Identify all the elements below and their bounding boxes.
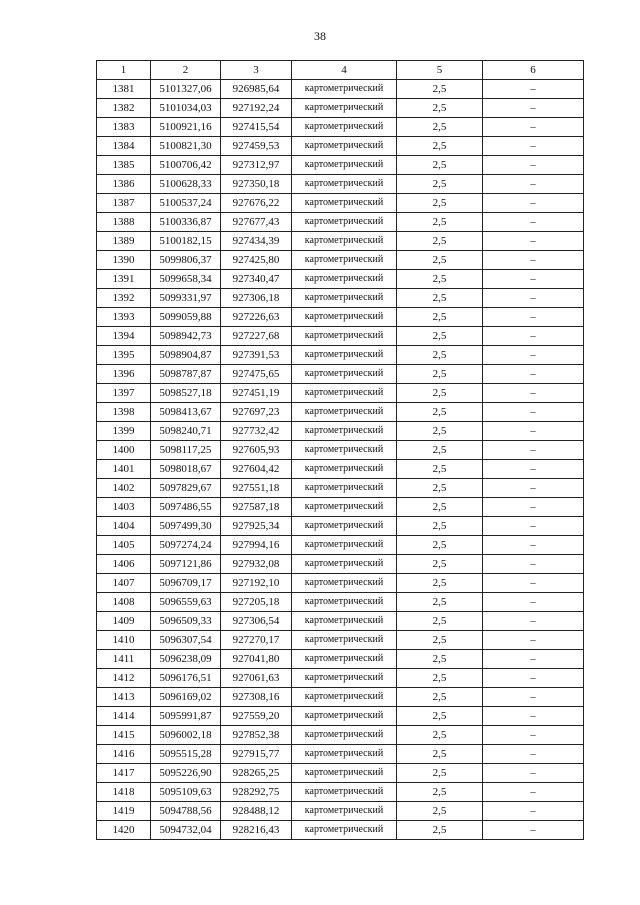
coordinates-table — [96, 60, 584, 840]
accuracy-cell: 2,5 — [397, 80, 483, 99]
accuracy-cell: 2,5 — [397, 764, 483, 783]
note-cell: – — [483, 175, 584, 194]
point-number-cell: 1414 — [97, 707, 151, 726]
method-cell: картометрический — [292, 403, 397, 422]
y-coordinate-cell: 927306,18 — [221, 289, 292, 308]
accuracy-cell: 2,5 — [397, 403, 483, 422]
method-cell: картометрический — [292, 612, 397, 631]
point-number-cell: 1394 — [97, 327, 151, 346]
x-coordinate-cell: 5096307,54 — [151, 631, 221, 650]
note-cell: – — [483, 289, 584, 308]
x-coordinate-cell: 5100921,16 — [151, 118, 221, 137]
y-coordinate-cell: 927415,54 — [221, 118, 292, 137]
table-row — [97, 289, 584, 308]
method-cell: картометрический — [292, 441, 397, 460]
note-cell: – — [483, 517, 584, 536]
y-coordinate-cell: 927676,22 — [221, 194, 292, 213]
x-coordinate-cell: 5097274,24 — [151, 536, 221, 555]
point-number-cell: 1409 — [97, 612, 151, 631]
table-row — [97, 118, 584, 137]
x-coordinate-cell: 5098240,71 — [151, 422, 221, 441]
note-cell: – — [483, 612, 584, 631]
table-row — [97, 175, 584, 194]
y-coordinate-cell: 927459,53 — [221, 137, 292, 156]
table-row — [97, 137, 584, 156]
y-coordinate-cell: 927551,18 — [221, 479, 292, 498]
table-row — [97, 213, 584, 232]
table-row — [97, 745, 584, 764]
method-cell: картометрический — [292, 745, 397, 764]
point-number-cell: 1389 — [97, 232, 151, 251]
x-coordinate-cell: 5098942,73 — [151, 327, 221, 346]
point-number-cell: 1417 — [97, 764, 151, 783]
accuracy-cell: 2,5 — [397, 194, 483, 213]
table-row — [97, 99, 584, 118]
method-cell: картометрический — [292, 137, 397, 156]
accuracy-cell: 2,5 — [397, 118, 483, 137]
accuracy-cell: 2,5 — [397, 517, 483, 536]
note-cell: – — [483, 232, 584, 251]
x-coordinate-cell: 5099331,97 — [151, 289, 221, 308]
table-row — [97, 384, 584, 403]
y-coordinate-cell: 927932,08 — [221, 555, 292, 574]
table-row — [97, 156, 584, 175]
point-number-cell: 1402 — [97, 479, 151, 498]
x-coordinate-cell: 5095109,63 — [151, 783, 221, 802]
x-coordinate-cell: 5097121,86 — [151, 555, 221, 574]
method-cell: картометрический — [292, 289, 397, 308]
note-cell: – — [483, 460, 584, 479]
method-cell: картометрический — [292, 650, 397, 669]
table-row — [97, 783, 584, 802]
x-coordinate-cell: 5099059,88 — [151, 308, 221, 327]
note-cell: – — [483, 726, 584, 745]
note-cell: – — [483, 156, 584, 175]
point-number-cell: 1415 — [97, 726, 151, 745]
table-row — [97, 80, 584, 99]
x-coordinate-cell: 5096709,17 — [151, 574, 221, 593]
note-cell: – — [483, 308, 584, 327]
method-cell: картометрический — [292, 802, 397, 821]
y-coordinate-cell: 927605,93 — [221, 441, 292, 460]
method-cell: картометрический — [292, 517, 397, 536]
method-cell: картометрический — [292, 175, 397, 194]
x-coordinate-cell: 5096238,09 — [151, 650, 221, 669]
note-cell: – — [483, 422, 584, 441]
y-coordinate-cell: 927227,68 — [221, 327, 292, 346]
point-number-cell: 1383 — [97, 118, 151, 137]
table-row — [97, 726, 584, 745]
table-row — [97, 688, 584, 707]
method-cell: картометрический — [292, 384, 397, 403]
x-coordinate-cell: 5101327,06 — [151, 80, 221, 99]
accuracy-cell: 2,5 — [397, 232, 483, 251]
point-number-cell: 1381 — [97, 80, 151, 99]
table-row — [97, 422, 584, 441]
method-cell: картометрический — [292, 479, 397, 498]
method-cell: картометрический — [292, 498, 397, 517]
y-coordinate-cell: 927559,20 — [221, 707, 292, 726]
point-number-cell: 1403 — [97, 498, 151, 517]
note-cell: – — [483, 441, 584, 460]
accuracy-cell: 2,5 — [397, 137, 483, 156]
table-row — [97, 669, 584, 688]
note-cell: – — [483, 593, 584, 612]
table-row — [97, 707, 584, 726]
note-cell: – — [483, 764, 584, 783]
method-cell: картометрический — [292, 99, 397, 118]
method-cell: картометрический — [292, 783, 397, 802]
y-coordinate-cell: 927391,53 — [221, 346, 292, 365]
y-coordinate-cell: 927192,10 — [221, 574, 292, 593]
method-cell: картометрический — [292, 232, 397, 251]
note-cell: – — [483, 365, 584, 384]
table-row — [97, 251, 584, 270]
x-coordinate-cell: 5096169,02 — [151, 688, 221, 707]
y-coordinate-cell: 927915,77 — [221, 745, 292, 764]
y-coordinate-cell: 927205,18 — [221, 593, 292, 612]
accuracy-cell: 2,5 — [397, 479, 483, 498]
y-coordinate-cell: 927697,23 — [221, 403, 292, 422]
note-cell: – — [483, 555, 584, 574]
method-cell: картометрический — [292, 194, 397, 213]
note-cell: – — [483, 802, 584, 821]
method-cell: картометрический — [292, 688, 397, 707]
note-cell: – — [483, 479, 584, 498]
y-coordinate-cell: 927604,42 — [221, 460, 292, 479]
x-coordinate-cell: 5098787,87 — [151, 365, 221, 384]
accuracy-cell: 2,5 — [397, 802, 483, 821]
note-cell: – — [483, 783, 584, 802]
point-number-cell: 1406 — [97, 555, 151, 574]
accuracy-cell: 2,5 — [397, 536, 483, 555]
x-coordinate-cell: 5100706,42 — [151, 156, 221, 175]
point-number-cell: 1398 — [97, 403, 151, 422]
accuracy-cell: 2,5 — [397, 422, 483, 441]
x-coordinate-cell: 5098527,18 — [151, 384, 221, 403]
y-coordinate-cell: 927475,65 — [221, 365, 292, 384]
table-row — [97, 650, 584, 669]
x-coordinate-cell: 5100628,33 — [151, 175, 221, 194]
point-number-cell: 1404 — [97, 517, 151, 536]
point-number-cell: 1384 — [97, 137, 151, 156]
x-coordinate-cell: 5098117,25 — [151, 441, 221, 460]
method-cell: картометрический — [292, 536, 397, 555]
point-number-cell: 1413 — [97, 688, 151, 707]
note-cell: – — [483, 346, 584, 365]
note-cell: – — [483, 688, 584, 707]
accuracy-cell: 2,5 — [397, 593, 483, 612]
method-cell: картометрический — [292, 156, 397, 175]
note-cell: – — [483, 384, 584, 403]
accuracy-cell: 2,5 — [397, 327, 483, 346]
table-row — [97, 612, 584, 631]
table-row — [97, 346, 584, 365]
accuracy-cell: 2,5 — [397, 251, 483, 270]
table-row — [97, 479, 584, 498]
method-cell: картометрический — [292, 555, 397, 574]
x-coordinate-cell: 5100537,24 — [151, 194, 221, 213]
method-cell: картометрический — [292, 213, 397, 232]
accuracy-cell: 2,5 — [397, 289, 483, 308]
accuracy-cell: 2,5 — [397, 346, 483, 365]
method-cell: картометрический — [292, 707, 397, 726]
accuracy-cell: 2,5 — [397, 669, 483, 688]
method-cell: картометрический — [292, 764, 397, 783]
x-coordinate-cell: 5097499,30 — [151, 517, 221, 536]
method-cell: картометрический — [292, 308, 397, 327]
header-cell: 3 — [221, 61, 292, 80]
table-row — [97, 536, 584, 555]
table-row — [97, 517, 584, 536]
accuracy-cell: 2,5 — [397, 821, 483, 840]
point-number-cell: 1382 — [97, 99, 151, 118]
accuracy-cell: 2,5 — [397, 270, 483, 289]
x-coordinate-cell: 5096509,33 — [151, 612, 221, 631]
y-coordinate-cell: 927732,42 — [221, 422, 292, 441]
x-coordinate-cell: 5100821,30 — [151, 137, 221, 156]
note-cell: – — [483, 327, 584, 346]
point-number-cell: 1386 — [97, 175, 151, 194]
y-coordinate-cell: 926985,64 — [221, 80, 292, 99]
x-coordinate-cell: 5098018,67 — [151, 460, 221, 479]
note-cell: – — [483, 270, 584, 289]
accuracy-cell: 2,5 — [397, 365, 483, 384]
method-cell: картометрический — [292, 460, 397, 479]
note-cell: – — [483, 821, 584, 840]
method-cell: картометрический — [292, 631, 397, 650]
y-coordinate-cell: 927192,24 — [221, 99, 292, 118]
note-cell: – — [483, 498, 584, 517]
x-coordinate-cell: 5094732,04 — [151, 821, 221, 840]
point-number-cell: 1400 — [97, 441, 151, 460]
accuracy-cell: 2,5 — [397, 99, 483, 118]
note-cell: – — [483, 251, 584, 270]
table-header-row — [97, 61, 584, 80]
note-cell: – — [483, 137, 584, 156]
y-coordinate-cell: 927226,63 — [221, 308, 292, 327]
y-coordinate-cell: 927425,80 — [221, 251, 292, 270]
point-number-cell: 1385 — [97, 156, 151, 175]
y-coordinate-cell: 927852,38 — [221, 726, 292, 745]
table-row — [97, 574, 584, 593]
method-cell: картометрический — [292, 422, 397, 441]
accuracy-cell: 2,5 — [397, 631, 483, 650]
accuracy-cell: 2,5 — [397, 688, 483, 707]
y-coordinate-cell: 928292,75 — [221, 783, 292, 802]
page-number: 38 — [314, 29, 326, 43]
x-coordinate-cell: 5099806,37 — [151, 251, 221, 270]
point-number-cell: 1408 — [97, 593, 151, 612]
y-coordinate-cell: 928265,25 — [221, 764, 292, 783]
accuracy-cell: 2,5 — [397, 574, 483, 593]
y-coordinate-cell: 927312,97 — [221, 156, 292, 175]
note-cell: – — [483, 650, 584, 669]
accuracy-cell: 2,5 — [397, 156, 483, 175]
header-cell: 5 — [397, 61, 483, 80]
table-row — [97, 403, 584, 422]
x-coordinate-cell: 5097486,55 — [151, 498, 221, 517]
y-coordinate-cell: 927306,54 — [221, 612, 292, 631]
accuracy-cell: 2,5 — [397, 175, 483, 194]
x-coordinate-cell: 5096002,18 — [151, 726, 221, 745]
y-coordinate-cell: 927340,47 — [221, 270, 292, 289]
table-row — [97, 498, 584, 517]
table-row — [97, 365, 584, 384]
note-cell: – — [483, 403, 584, 422]
method-cell: картометрический — [292, 251, 397, 270]
header-cell: 6 — [483, 61, 584, 80]
table-row — [97, 441, 584, 460]
note-cell: – — [483, 707, 584, 726]
table-row — [97, 593, 584, 612]
note-cell: – — [483, 80, 584, 99]
point-number-cell: 1399 — [97, 422, 151, 441]
note-cell: – — [483, 118, 584, 137]
x-coordinate-cell: 5094788,56 — [151, 802, 221, 821]
method-cell: картометрический — [292, 821, 397, 840]
y-coordinate-cell: 928488,12 — [221, 802, 292, 821]
point-number-cell: 1418 — [97, 783, 151, 802]
header-cell: 4 — [292, 61, 397, 80]
point-number-cell: 1395 — [97, 346, 151, 365]
x-coordinate-cell: 5101034,03 — [151, 99, 221, 118]
accuracy-cell: 2,5 — [397, 308, 483, 327]
point-number-cell: 1420 — [97, 821, 151, 840]
accuracy-cell: 2,5 — [397, 384, 483, 403]
method-cell: картометрический — [292, 365, 397, 384]
method-cell: картометрический — [292, 118, 397, 137]
method-cell: картометрический — [292, 593, 397, 612]
x-coordinate-cell: 5097829,67 — [151, 479, 221, 498]
accuracy-cell: 2,5 — [397, 555, 483, 574]
accuracy-cell: 2,5 — [397, 726, 483, 745]
accuracy-cell: 2,5 — [397, 745, 483, 764]
note-cell: – — [483, 194, 584, 213]
point-number-cell: 1393 — [97, 308, 151, 327]
point-number-cell: 1388 — [97, 213, 151, 232]
note-cell: – — [483, 669, 584, 688]
y-coordinate-cell: 927308,16 — [221, 688, 292, 707]
point-number-cell: 1387 — [97, 194, 151, 213]
method-cell: картометрический — [292, 270, 397, 289]
point-number-cell: 1412 — [97, 669, 151, 688]
y-coordinate-cell: 927350,18 — [221, 175, 292, 194]
method-cell: картометрический — [292, 574, 397, 593]
accuracy-cell: 2,5 — [397, 460, 483, 479]
method-cell: картометрический — [292, 327, 397, 346]
method-cell: картометрический — [292, 346, 397, 365]
point-number-cell: 1405 — [97, 536, 151, 555]
point-number-cell: 1410 — [97, 631, 151, 650]
x-coordinate-cell: 5095991,87 — [151, 707, 221, 726]
table-body — [97, 80, 584, 840]
method-cell: картометрический — [292, 726, 397, 745]
method-cell: картометрический — [292, 669, 397, 688]
note-cell: – — [483, 745, 584, 764]
y-coordinate-cell: 928216,43 — [221, 821, 292, 840]
x-coordinate-cell: 5095226,90 — [151, 764, 221, 783]
y-coordinate-cell: 927451,19 — [221, 384, 292, 403]
accuracy-cell: 2,5 — [397, 707, 483, 726]
table-row — [97, 194, 584, 213]
point-number-cell: 1397 — [97, 384, 151, 403]
x-coordinate-cell: 5096176,51 — [151, 669, 221, 688]
point-number-cell: 1411 — [97, 650, 151, 669]
header-cell: 2 — [151, 61, 221, 80]
x-coordinate-cell: 5100336,87 — [151, 213, 221, 232]
table-row — [97, 460, 584, 479]
accuracy-cell: 2,5 — [397, 650, 483, 669]
accuracy-cell: 2,5 — [397, 213, 483, 232]
table-row — [97, 555, 584, 574]
y-coordinate-cell: 927270,17 — [221, 631, 292, 650]
method-cell: картометрический — [292, 80, 397, 99]
y-coordinate-cell: 927434,39 — [221, 232, 292, 251]
table-row — [97, 308, 584, 327]
point-number-cell: 1416 — [97, 745, 151, 764]
y-coordinate-cell: 927677,43 — [221, 213, 292, 232]
table-row — [97, 270, 584, 289]
note-cell: – — [483, 536, 584, 555]
point-number-cell: 1396 — [97, 365, 151, 384]
accuracy-cell: 2,5 — [397, 441, 483, 460]
x-coordinate-cell: 5098413,67 — [151, 403, 221, 422]
table-row — [97, 232, 584, 251]
x-coordinate-cell: 5096559,63 — [151, 593, 221, 612]
table-row — [97, 631, 584, 650]
y-coordinate-cell: 927994,16 — [221, 536, 292, 555]
header-cell: 1 — [97, 61, 151, 80]
accuracy-cell: 2,5 — [397, 783, 483, 802]
y-coordinate-cell: 927061,63 — [221, 669, 292, 688]
note-cell: – — [483, 213, 584, 232]
y-coordinate-cell: 927925,34 — [221, 517, 292, 536]
point-number-cell: 1392 — [97, 289, 151, 308]
x-coordinate-cell: 5100182,15 — [151, 232, 221, 251]
note-cell: – — [483, 631, 584, 650]
table-row — [97, 764, 584, 783]
accuracy-cell: 2,5 — [397, 498, 483, 517]
note-cell: – — [483, 574, 584, 593]
point-number-cell: 1401 — [97, 460, 151, 479]
y-coordinate-cell: 927587,18 — [221, 498, 292, 517]
table-row — [97, 327, 584, 346]
x-coordinate-cell: 5098904,87 — [151, 346, 221, 365]
x-coordinate-cell: 5095515,28 — [151, 745, 221, 764]
point-number-cell: 1407 — [97, 574, 151, 593]
point-number-cell: 1390 — [97, 251, 151, 270]
note-cell: – — [483, 99, 584, 118]
accuracy-cell: 2,5 — [397, 612, 483, 631]
table-row — [97, 821, 584, 840]
y-coordinate-cell: 927041,80 — [221, 650, 292, 669]
point-number-cell: 1419 — [97, 802, 151, 821]
x-coordinate-cell: 5099658,34 — [151, 270, 221, 289]
table-row — [97, 802, 584, 821]
point-number-cell: 1391 — [97, 270, 151, 289]
